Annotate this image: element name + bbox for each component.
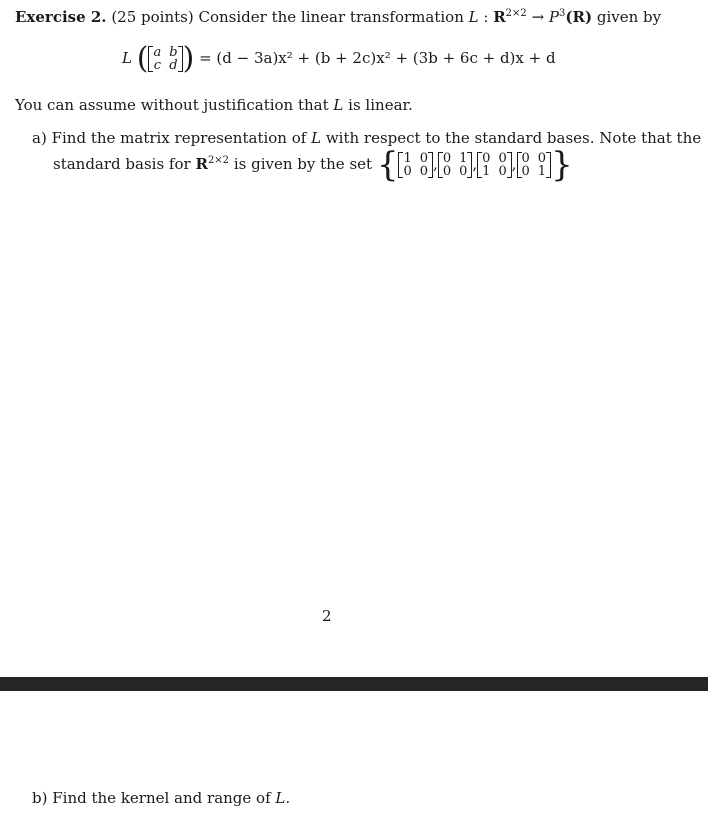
page-number: 2 (322, 607, 332, 625)
right-paren: ) (182, 41, 195, 76)
matrix-entry: 0 (521, 151, 530, 166)
matrix-entry: 0 (498, 164, 507, 179)
part-a-line-1 (32, 129, 701, 147)
matrix-entry: 0 (498, 151, 507, 166)
matrix-entry: 0 (442, 151, 452, 166)
transformation-formula (122, 41, 556, 76)
exercise-points: (25 points) (111, 8, 194, 26)
assume-suffix: is linear. (348, 96, 413, 114)
right-brace: } (551, 145, 573, 185)
matrix-entry: 0 (537, 151, 547, 166)
matrix-entry: 0 (459, 164, 468, 179)
domain-space: R (493, 8, 506, 26)
basis-matrix-4 (517, 152, 552, 178)
matrix-entry: 0 (482, 151, 491, 166)
matrix-entry: 0 (521, 164, 530, 179)
matrix-entry: 1 (482, 164, 491, 179)
map-name: L (468, 8, 479, 26)
assumption-line (15, 96, 413, 114)
part-a-line-2: standard basis for $R^{2\times 2}$ is given by the set { 1 0 0 0 , 0 1 0 0 , 0 0 1 0 , 0 0 0 1 } (53, 145, 573, 185)
basis-suffix: is given by the set (233, 155, 373, 173)
part-a-prefix: Find the matrix representation of (51, 129, 307, 147)
codomain-exponent: 3 (559, 8, 566, 19)
domain-exponent: 2×2 (505, 8, 527, 19)
formula-func: L (122, 49, 132, 67)
page-divider (0, 677, 708, 691)
given-by-text: given by (596, 8, 662, 26)
matrix-entry: b (169, 45, 178, 60)
matrix-entry: d (169, 58, 178, 73)
left-brace: { (376, 145, 399, 185)
part-b-line (32, 789, 290, 807)
basis-matrix-2 (438, 152, 473, 178)
input-matrix (148, 46, 182, 72)
assume-prefix: You can assume without justification that (15, 96, 329, 114)
matrix-entry: 0 (442, 164, 452, 179)
part-a-label: a) (32, 129, 47, 147)
left-paren: ( (136, 41, 149, 76)
basis-matrix-1 (398, 152, 433, 178)
matrix-entry: a (153, 45, 162, 60)
map-arrow: → (531, 8, 545, 26)
exercise-statement: Exercise 2. (25 points) Consider the linear transformation L : $R^{2\times 2} \to P^3(R)$ given by (15, 8, 662, 26)
basis-space-exponent: 2×2 (207, 155, 230, 166)
matrix-entry: 1 (403, 151, 412, 166)
exercise-intro: Consider the linear transformation (198, 8, 464, 26)
matrix-entry: 0 (419, 164, 429, 179)
codomain-space: P (548, 8, 560, 26)
part-a-var: L (311, 129, 322, 147)
assume-var: L (333, 96, 344, 114)
matrix-entry: 1 (459, 151, 468, 166)
part-a-suffix: with respect to the standard bases. Note that the (325, 129, 702, 147)
formula-rhs: = (d − 3a)x² + (b + 2c)x² + (3b + 6c + d)x + d (199, 49, 556, 67)
basis-prefix: standard basis for (53, 155, 191, 173)
part-b-var: L. (275, 789, 291, 807)
codomain-arg: (R) (565, 8, 593, 26)
matrix-entry: c (153, 58, 161, 73)
part-b-label: b) (32, 789, 48, 807)
part-b-text: Find the kernel and range of (52, 789, 271, 807)
exercise-label: Exercise 2. (15, 8, 107, 26)
matrix-entry: 1 (537, 164, 547, 179)
basis-space: R (195, 155, 208, 173)
basis-matrix-3 (477, 152, 512, 178)
matrix-entry: 0 (419, 151, 429, 166)
matrix-entry: 0 (403, 164, 412, 179)
